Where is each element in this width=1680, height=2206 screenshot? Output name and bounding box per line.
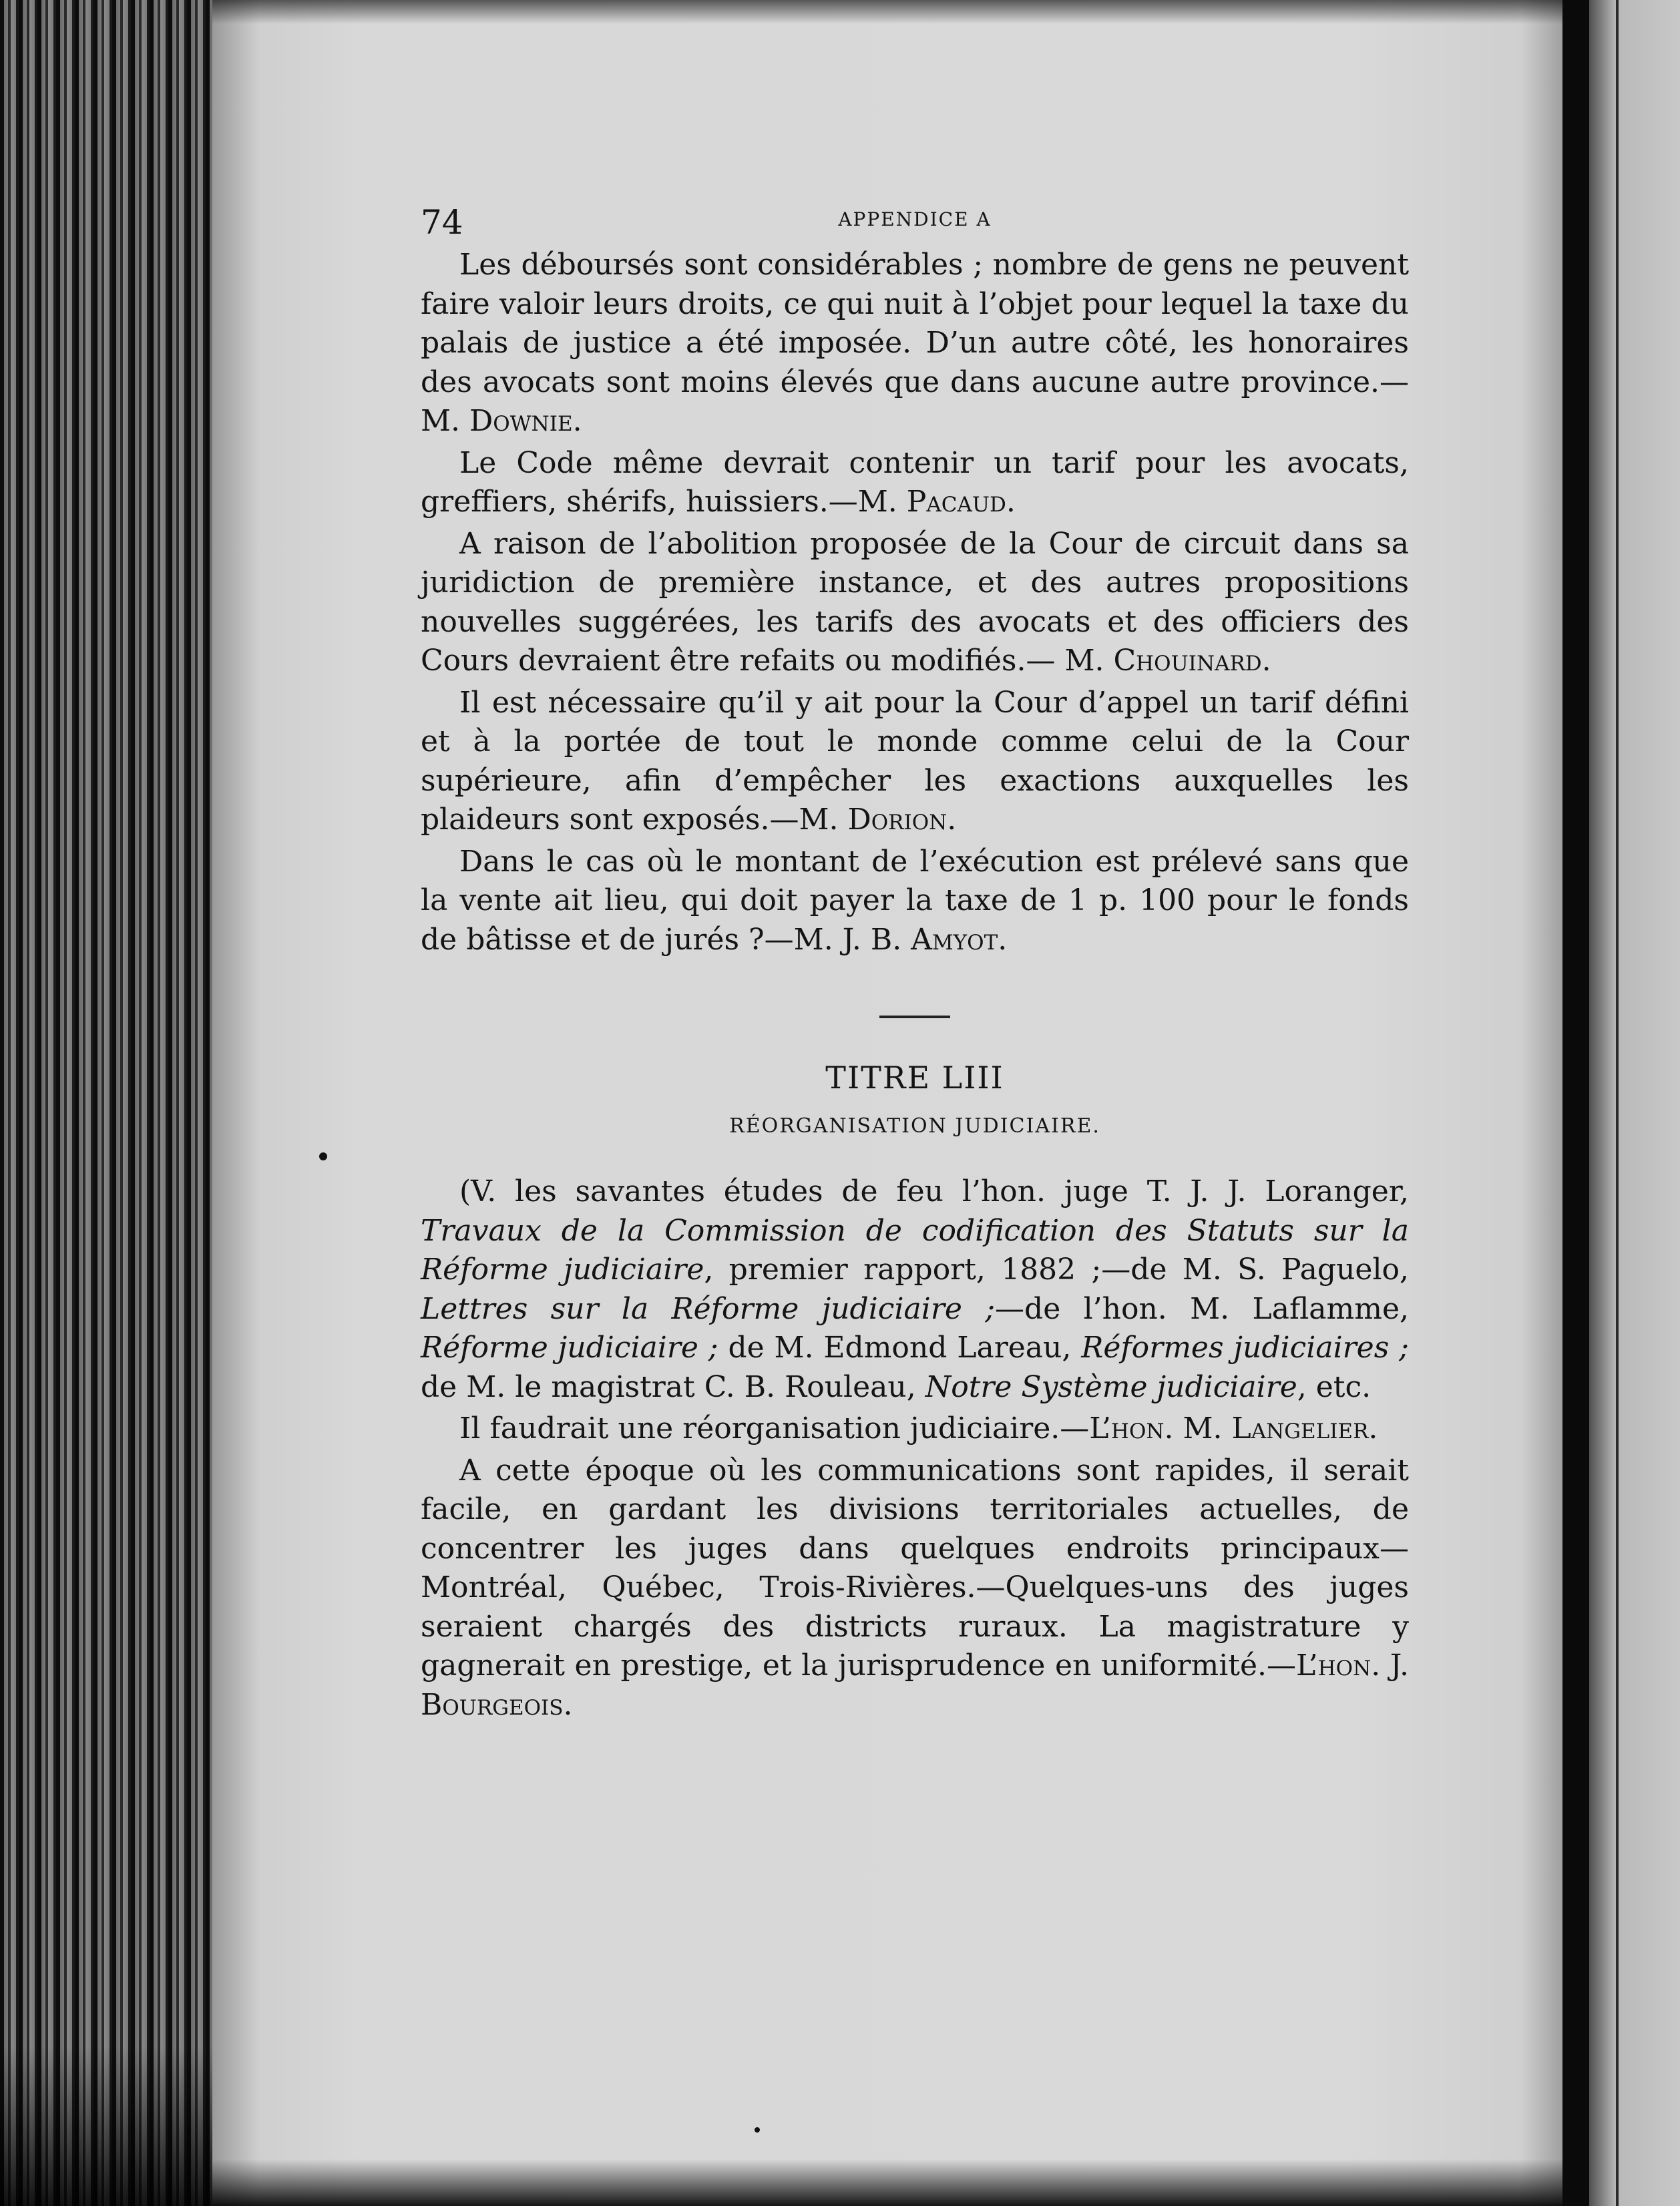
cited-work: Réforme judiciaire ; — [421, 1331, 718, 1365]
section-subtitle: RÉORGANISATION JUDICIAIRE. — [729, 1114, 1100, 1138]
paragraph: Il faudrait une réorganisation judiciaire.—L’hon. M. Langelier. — [459, 1411, 1378, 1446]
cited-work: Réformes judiciaires ; — [1081, 1331, 1409, 1365]
ink-speck — [319, 1152, 327, 1160]
author-name: L’hon. J. Bourgeois. — [421, 1648, 1409, 1722]
author-name: M. Dorion. — [799, 803, 957, 837]
author-name: M. Chouinard. — [1064, 644, 1271, 678]
section-divider — [879, 1016, 950, 1018]
paragraph: A raison de l’abolition proposée de la Cour de circuit dans sa juridiction de première instance, et des autres propositions nouvelles suggérées, les tarifs des avocats et des officiers des Cours devraient être refaits ou modifiés.— M. Chouinard. — [421, 526, 1409, 678]
paragraph: Dans le cas où le montant de l’exécution est prélevé sans que la vente ait lieu, qui doit payer la taxe de 1 p. 100 pour le fonds de bâtisse et de jurés ?—M. J. B. Amyot. — [421, 844, 1409, 957]
page-number: 74 — [421, 203, 463, 242]
author-name: M. J. B. Amyot. — [793, 922, 1008, 957]
page-edges — [0, 0, 214, 2206]
paragraph: Le Code même devrait contenir un tarif pour les avocats, greffiers, shérifs, huissiers.—M. Pacaud. — [421, 445, 1409, 519]
author-name: M. Pacaud. — [857, 485, 1016, 519]
cited-work: Travaux de la Commission de codification des Statuts sur la Réforme judiciaire — [421, 1213, 1409, 1287]
intro-paragraph: (V. les savantes études de feu l’hon. juge T. J. J. Loranger, Travaux de la Commission de codification des Statuts sur la Réforme judiciaire, premier rapport, 1882 ;—de M. S. Paguelo, Lettres sur la Réforme judiciaire ;—de l’hon. M. Laflamme, Réforme judiciaire ; de M. Edmond Lareau, Réformes judiciaires ; de M. le magistrat C. B. Rouleau, Notre Système judiciaire, etc. — [421, 1174, 1410, 1404]
facing-page-edge — [1589, 0, 1680, 2206]
section-title: TITRE LIII — [825, 1060, 1004, 1096]
author-name: M. Downie. — [421, 404, 582, 438]
paragraph: A cette époque où les communications sont rapides, il serait facile, en gardant les divisions territoriales actuelles, de concentrer les juges dans quelques endroits principaux—Montréal, Québec, Trois-Rivières.—Quelques-uns des juges seraient chargés des districts ruraux. La magistrature y gagnerait en prestige, et la jurisprudence en uniformité.—L’hon. J. Bourgeois. — [421, 1453, 1409, 1722]
running-head: APPENDICE A — [838, 208, 992, 230]
ink-speck — [755, 2127, 760, 2133]
page-text — [421, 194, 1409, 1727]
cited-work: Lettres sur la Réforme judiciaire ; — [421, 1291, 996, 1326]
book-gutter — [1562, 0, 1589, 2206]
cited-work: Notre Système judiciaire — [925, 1369, 1297, 1404]
paragraph: Les déboursés sont considérables ; nombre de gens ne peuvent faire valoir leurs droits, ce qui nuit à l’objet pour lequel la taxe du palais de justice a été imposée. D’un autre côté, les honoraires des avocats sont moins élevés que dans aucune autre province.—M. Downie. — [421, 248, 1409, 438]
author-name: L’hon. M. Langelier. — [1089, 1411, 1378, 1446]
paragraph: Il est nécessaire qu’il y ait pour la Cour d’appel un tarif défini et à la portée de tout le monde comme celui de la Cour supérieure, afin d’empêcher les exactions auxquelles les plaideurs sont exposés.—M. Dorion. — [421, 685, 1409, 837]
page-header — [421, 194, 1409, 246]
